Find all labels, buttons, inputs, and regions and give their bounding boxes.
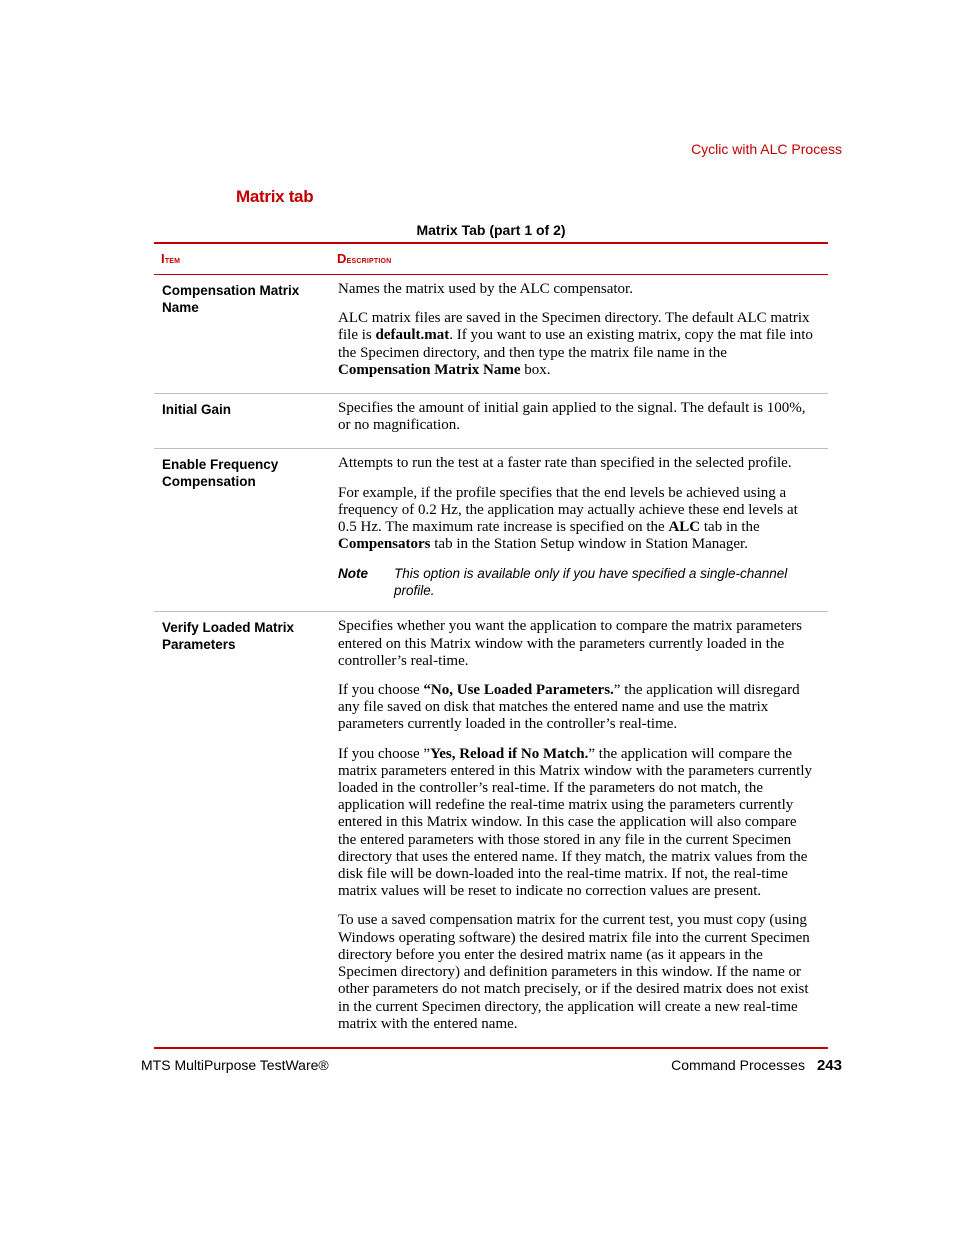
description-paragraph: Specifies whether you want the application to compare the matrix parameters entered on this Matrix window with the parameters currently loaded in the controller’s real-time. [338,618,802,669]
row-description [330,449,828,612]
section-title: Matrix tab [236,187,314,206]
table-row [154,275,828,394]
text-run: tab in the [700,519,760,536]
item-column-header [154,243,330,275]
description-paragraph: Specifies the amount of initial gain applied to the signal. The default is 100%, or no magnification. [338,400,806,434]
bold-option-name: Yes, Reload if No Match. [430,745,589,762]
description-header-rest: escription [346,255,392,266]
footer-right [671,1057,842,1074]
matrix-tab-table [154,242,828,1049]
description-paragraph [338,310,818,379]
row-item-verify-loaded-matrix-parameters: Verify Loaded Matrix Parameters [162,620,295,653]
bold-tab-name: ALC [668,519,701,536]
footer-product-name: MTS MultiPurpose TestWare® [141,1057,329,1073]
running-head: Cyclic with ALC Process [691,141,842,157]
description-paragraph [338,682,818,734]
description-header-initial: D [337,251,347,266]
text-run: ALC matrix files are saved in the Specimen directory. The default ALC matrix file is [338,310,810,344]
bold-option-name: “No, Use Loaded Parameters. [423,682,614,699]
row-item-compensation-matrix-name: Compensation Matrix Name [162,283,300,315]
text-run: . If you want to use an existing matrix, copy the mat file into the Specimen directory, and then type the matrix file name in the [338,327,813,361]
row-item-initial-gain: Initial Gain [162,402,232,418]
row-description [330,394,828,449]
bold-file-name: default.mat [375,327,450,344]
note-text: This option is available only if you have specified a single-channel profile. [394,566,788,599]
note [338,565,818,599]
text-run: tab in the Station Setup window in Station Manager. [430,536,748,553]
text-run: If you choose [338,682,424,699]
description-paragraph: To use a saved compensation matrix for the current test, you must copy (using Windows operating software) the desired matrix file into the current Specimen directory before you enter the desired matrix name (as it appears in the Specimen directory) and definition parameters in this window. If the name or other parameters do not match precisely, or if the desired matrix does not exist in the current Specimen directory, the application will create a new real-time matrix with the entered name. [338,912,810,1032]
row-description [330,612,828,1048]
description-column-header [330,243,828,275]
bold-tab-name: Compensators [338,536,431,553]
text-run: For example, if the profile specifies that the end levels be achieved using a frequency of 0.2 Hz, the application may actually achieve these end levels at 0.5 Hz. The maximum rate increase is specified on the [338,484,798,536]
text-run: ” the application will disregard any file saved on disk that matches the entered name and use the matrix parameters currently loaded in the controller’s real-time. [338,682,800,733]
description-paragraph [338,746,818,901]
description-paragraph: Names the matrix used by the ALC compensator. [338,281,633,297]
row-item-enable-frequency-compensation: Enable Frequency Compensation [162,457,279,490]
table-caption: Matrix Tab (part 1 of 2) [416,222,566,238]
text-run: box. [520,361,551,378]
table-row [154,449,828,612]
page-number: 243 [816,1057,842,1074]
description-paragraph [338,485,818,554]
table-header-row [154,243,828,275]
note-label: Note [338,566,368,582]
bold-field-name: Compensation Matrix Name [338,361,521,378]
description-paragraph: Attempts to run the test at a faster rate than specified in the selected profile. [338,455,792,472]
item-header-initial: I [161,251,165,266]
text-run: ” the application will compare the matrix parameters entered in this Matrix window with the parameters currently loaded in the controller’s real-time. If the parameters do not match, the application will redefine the real-time matrix using the parameters currently entered in this Matrix window. In this case the application will also compare the entered parameters with those stored in any file in the current Specimen directory that uses the entered name. If they match, the matrix values from the disk file will be down-loaded into the real-time matrix. If not, the real-time matrix values will be reset to indicate no correction values are present. [338,745,813,900]
text-run: If you choose ” [338,745,431,762]
footer-section-name: Command Processes [671,1057,805,1073]
item-header-rest: tem [164,255,181,266]
table-row [154,612,828,1048]
row-description [330,275,828,394]
table-row [154,394,828,449]
